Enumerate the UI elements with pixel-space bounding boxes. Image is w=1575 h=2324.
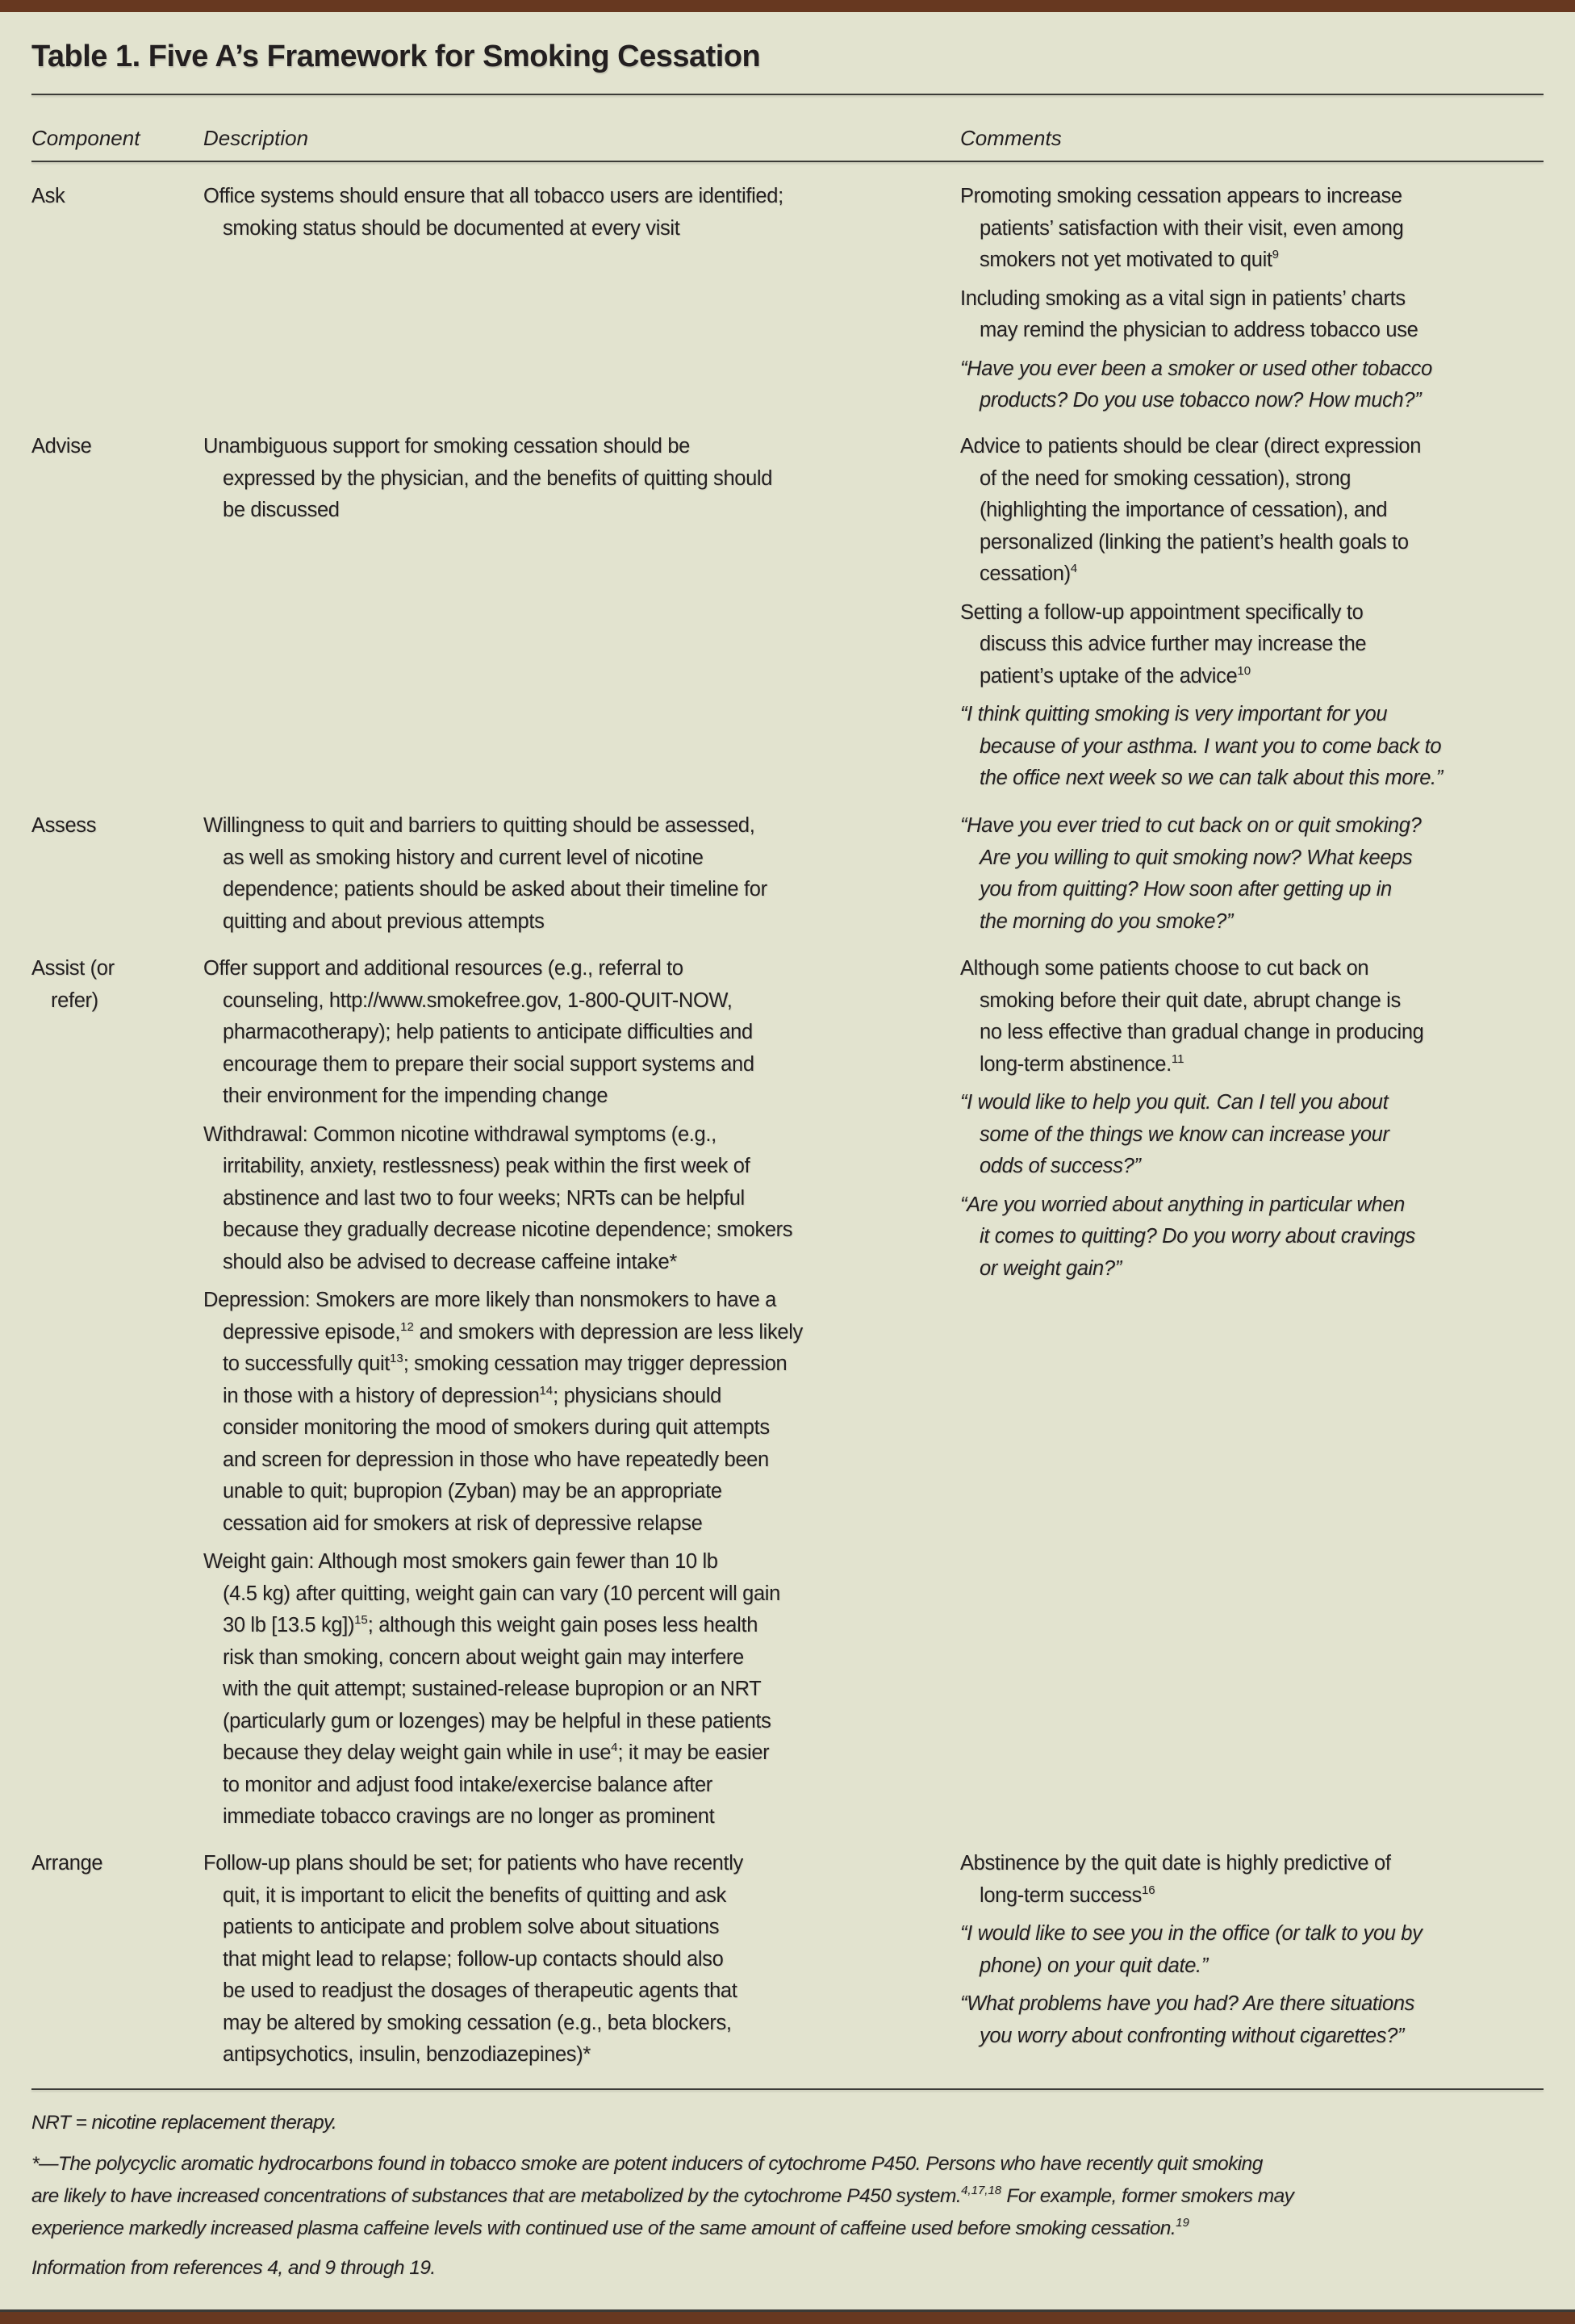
text-line: be used to readjust the dosages of therapeutic agents that <box>223 1979 737 2002</box>
reference-superscript: 13 <box>390 1352 403 1365</box>
text-line: Weight gain: Although most smokers gain fewer than 10 lb <box>203 1550 718 1573</box>
text-line: Advice to patients should be clear (direct expression <box>960 435 1422 458</box>
description-cell <box>203 953 930 1840</box>
comments-cell <box>960 181 1549 424</box>
text-line: “I would like to help you quit. Can I tell you about <box>960 1091 1389 1114</box>
text-line: Unambiguous support for smoking cessation should be <box>203 435 691 458</box>
text-line: irritability, anxiety, restlessness) peak within the first week of <box>223 1155 750 1177</box>
text-line: patient’s uptake of the advice$^{10}$ <box>980 663 1251 688</box>
text-line: with the quit attempt; sustained-release bupropion or an NRT <box>223 1678 762 1700</box>
text-line: Are you willing to quit smoking now? What keeps <box>980 846 1413 869</box>
description-paragraph <box>203 181 930 245</box>
text-line: “I think quitting smoking is very important for you <box>960 703 1388 725</box>
footnote-line: experience markedly increased plasma caffeine levels with continued use of the same amount of caffeine used before smoking cessation.$^{19}$ <box>31 2216 1189 2239</box>
text-line: the office next week so we can talk about this more.” <box>980 767 1443 789</box>
comment-quote <box>960 1918 1549 1982</box>
component-cell <box>31 953 193 1023</box>
reference-superscript: 4,17,18 <box>961 2184 1002 2197</box>
footnote-asterisk <box>31 2148 1548 2245</box>
footnote-line: Information from references 4, and 9 through 19. <box>31 2257 436 2279</box>
text-line: smoking status should be documented at every visit <box>223 216 680 240</box>
text-line: Depression: Smokers are more likely than nonsmokers to have a <box>203 1289 776 1311</box>
text-line: smokers not yet motivated to quit$^9$ <box>980 248 1279 271</box>
text-line: as well as smoking history and current level of nicotine <box>223 846 704 869</box>
component-cell <box>31 181 193 219</box>
text-line: Offer support and additional resources (e.g., referral to <box>203 957 683 980</box>
text-line: (particularly gum or lozenges) may be helpful in these patients <box>223 1709 771 1733</box>
header-rule <box>31 161 1544 162</box>
text-line: cessation aid for smokers at risk of depressive relapse <box>223 1511 703 1535</box>
text-line: discuss this advice further may increase the <box>980 633 1367 655</box>
component-cell <box>31 431 193 470</box>
text-line: 30 lb [13.5 kg])$^{15}$; although this weight gain poses less health <box>223 1613 758 1636</box>
reference-superscript: 16 <box>1141 1883 1155 1897</box>
text-line: may remind the physician to address tobacco use <box>980 319 1418 341</box>
text-line: and screen for depression in those who have repeatedly been <box>223 1448 769 1471</box>
text-line: encourage them to prepare their social support systems and <box>223 1052 754 1076</box>
header-description: Description <box>203 126 309 150</box>
component-cell <box>31 1848 193 1887</box>
text-line: “Have you ever tried to cut back on or quit smoking? <box>960 814 1422 837</box>
comment-paragraph <box>960 181 1549 277</box>
comment-paragraph <box>960 431 1549 591</box>
text-line: to successfully quit$^{13}$; smoking cessation may trigger depression <box>223 1352 788 1375</box>
text-line: because they gradually decrease nicotine dependence; smokers <box>223 1218 793 1241</box>
text-line: Assist (or <box>31 957 115 980</box>
text-line: that might lead to relapse; follow-up contacts should also <box>223 1947 724 1971</box>
comment-paragraph <box>960 953 1549 1080</box>
component-paragraph <box>31 431 193 463</box>
reference-superscript: 19 <box>1176 2216 1189 2230</box>
reference-superscript: 15 <box>354 1613 368 1627</box>
component-paragraph <box>31 810 193 842</box>
comment-quote <box>960 1988 1549 2052</box>
text-line: (4.5 kg) after quitting, weight gain can vary (10 percent will gain <box>223 1582 780 1605</box>
description-paragraph <box>203 810 930 938</box>
text-line: to monitor and adjust food intake/exercise balance after <box>223 1773 712 1796</box>
text-line: Willingness to quit and barriers to quitting should be assessed, <box>203 814 755 837</box>
text-line: long-term success$^{16}$ <box>980 1883 1155 1907</box>
description-paragraph <box>203 953 930 1113</box>
text-line: their environment for the impending change <box>223 1085 608 1107</box>
text-line: because they delay weight gain while in use$^4$; it may be easier <box>223 1741 770 1764</box>
comment-paragraph <box>960 283 1549 347</box>
text-line: no less effective than gradual change in producing <box>980 1021 1424 1043</box>
text-line: Abstinence by the quit date is highly predictive of <box>960 1852 1391 1875</box>
description-cell <box>203 181 930 251</box>
text-line: personalized (linking the patient’s health goals to <box>980 530 1409 554</box>
text-line: unable to quit; bupropion (Zyban) may be an appropriate <box>223 1480 722 1503</box>
text-line: dependence; patients should be asked about their timeline for <box>223 878 767 901</box>
text-line: some of the things we know can increase your <box>980 1122 1389 1146</box>
bottom-border-bar <box>0 2309 1575 2324</box>
reference-superscript: 14 <box>539 1383 554 1398</box>
description-paragraph <box>203 1546 930 1833</box>
text-line: Assess <box>31 814 97 837</box>
comment-quote <box>960 810 1549 938</box>
text-line: be discussed <box>223 499 340 521</box>
text-line: products? Do you use tobacco now? How much?” <box>980 389 1422 412</box>
text-line: Including smoking as a vital sign in patients’ charts <box>960 286 1406 310</box>
comments-cell <box>960 810 1549 944</box>
footnote-line: are likely to have increased concentrations of substances that are metabolized by the cytochrome P450 system.$^{4,17,18}$ For example, former smokers may <box>31 2184 1294 2207</box>
table-title: Table 1. Five A’s Framework for Smoking Cessation <box>31 40 761 73</box>
text-line: you worry about confronting without cigarettes?” <box>980 2024 1405 2047</box>
text-line: depressive episode,$^{12}$ and smokers with depression are less likely <box>223 1319 803 1344</box>
description-paragraph <box>203 431 930 527</box>
component-cell <box>31 810 193 849</box>
comments-cell <box>960 431 1549 801</box>
text-line: the morning do you smoke?” <box>980 909 1234 933</box>
table-bottom-rule <box>31 2088 1544 2090</box>
text-line: long-term abstinence.$^{11}$ <box>980 1051 1184 1076</box>
text-line: Ask <box>31 185 65 207</box>
text-line: Withdrawal: Common nicotine withdrawal symptoms (e.g., <box>203 1122 716 1146</box>
text-line: “What problems have you had? Are there situations <box>960 1992 1415 2015</box>
footnote-abbreviation <box>31 2107 1548 2139</box>
text-line: cessation)$^4$ <box>980 562 1078 585</box>
comment-quote <box>960 699 1549 795</box>
text-line: may be altered by smoking cessation (e.g., beta blockers, <box>223 2011 732 2034</box>
comment-quote <box>960 353 1549 417</box>
comment-quote <box>960 1087 1549 1183</box>
text-line: antipsychotics, insulin, benzodiazepines)* <box>223 2043 591 2066</box>
description-cell <box>203 1848 930 2078</box>
text-line: Promoting smoking cessation appears to increase <box>960 185 1402 207</box>
text-line: Setting a follow-up appointment specifically to <box>960 600 1364 624</box>
text-line: because of your asthma. I want you to come back to <box>980 734 1442 758</box>
component-paragraph <box>31 1848 193 1880</box>
description-paragraph <box>203 1848 930 2071</box>
text-line: abstinence and last two to four weeks; NRTs can be helpful <box>223 1186 745 1210</box>
reference-superscript: 9 <box>1272 248 1279 261</box>
component-paragraph <box>31 953 193 1017</box>
text-line: consider monitoring the mood of smokers during quit attempts <box>223 1416 770 1439</box>
description-paragraph <box>203 1285 930 1540</box>
text-line: smoking before their quit date, abrupt change is <box>980 989 1401 1012</box>
text-line: quitting and about previous attempts <box>223 909 545 933</box>
footnote-line: *—The polycyclic aromatic hydrocarbons found in tobacco smoke are potent inducers of cytochrome P450. Persons who have recently quit smoking <box>31 2153 1263 2175</box>
text-line: in those with a history of depression$^{14}$; physicians should <box>223 1383 721 1407</box>
text-line: “Have you ever been a smoker or used other tobacco <box>960 357 1432 380</box>
text-line: refer) <box>51 989 98 1012</box>
text-line: Advise <box>31 435 92 458</box>
text-line: you from quitting? How soon after getting up in <box>980 878 1392 901</box>
title-rule <box>31 94 1544 95</box>
reference-superscript: 10 <box>1237 663 1251 678</box>
text-line: Although some patients choose to cut back on <box>960 957 1369 980</box>
text-line: it comes to quitting? Do you worry about cravings <box>980 1225 1415 1248</box>
footnote-line: NRT = nicotine replacement therapy. <box>31 2112 337 2134</box>
text-line: Office systems should ensure that all tobacco users are identified; <box>203 185 783 207</box>
description-paragraph <box>203 1119 930 1279</box>
comment-quote <box>960 1189 1549 1285</box>
text-line: immediate tobacco cravings are no longer as prominent <box>223 1805 715 1828</box>
text-line: should also be advised to decrease caffeine intake* <box>223 1250 677 1273</box>
reference-superscript: 12 <box>400 1319 414 1334</box>
header-component: Component <box>31 126 140 150</box>
comment-paragraph <box>960 1848 1549 1912</box>
text-line: patients to anticipate and problem solve about situations <box>223 1916 720 1938</box>
text-line: Follow-up plans should be set; for patients who have recently <box>203 1852 743 1875</box>
text-line: quit, it is important to elicit the benefits of quitting and ask <box>223 1883 726 1907</box>
reference-superscript: 4 <box>1070 562 1078 575</box>
footnote-source <box>31 2252 1548 2284</box>
text-line: (highlighting the importance of cessation), and <box>980 499 1388 521</box>
text-line: “Are you worried about anything in particular when <box>960 1193 1405 1216</box>
reference-superscript: 4 <box>611 1741 618 1754</box>
comment-paragraph <box>960 597 1549 693</box>
text-line: or weight gain?” <box>980 1256 1122 1280</box>
text-line: Arrange <box>31 1852 103 1875</box>
text-line: phone) on your quit date.” <box>980 1954 1208 1977</box>
text-line: counseling, http://www.smokefree.gov, 1-800-QUIT-NOW, <box>223 989 733 1012</box>
text-line: odds of success?” <box>980 1155 1141 1177</box>
description-cell <box>203 431 930 533</box>
top-border-bar <box>0 0 1575 12</box>
component-paragraph <box>31 181 193 213</box>
comments-cell <box>960 953 1549 1291</box>
text-line: risk than smoking, concern about weight gain may interfere <box>223 1645 744 1669</box>
text-line: of the need for smoking cessation), strong <box>980 466 1351 490</box>
comments-cell <box>960 1848 1549 2059</box>
text-line: “I would like to see you in the office (or talk to you by <box>960 1922 1423 1945</box>
text-line: expressed by the physician, and the benefits of quitting should <box>223 466 773 490</box>
reference-superscript: 11 <box>1171 1051 1184 1066</box>
description-cell <box>203 810 930 944</box>
header-comments: Comments <box>960 126 1062 150</box>
text-line: pharmacotherapy); help patients to anticipate difficulties and <box>223 1021 753 1043</box>
text-line: patients’ satisfaction with their visit, even among <box>980 216 1404 240</box>
